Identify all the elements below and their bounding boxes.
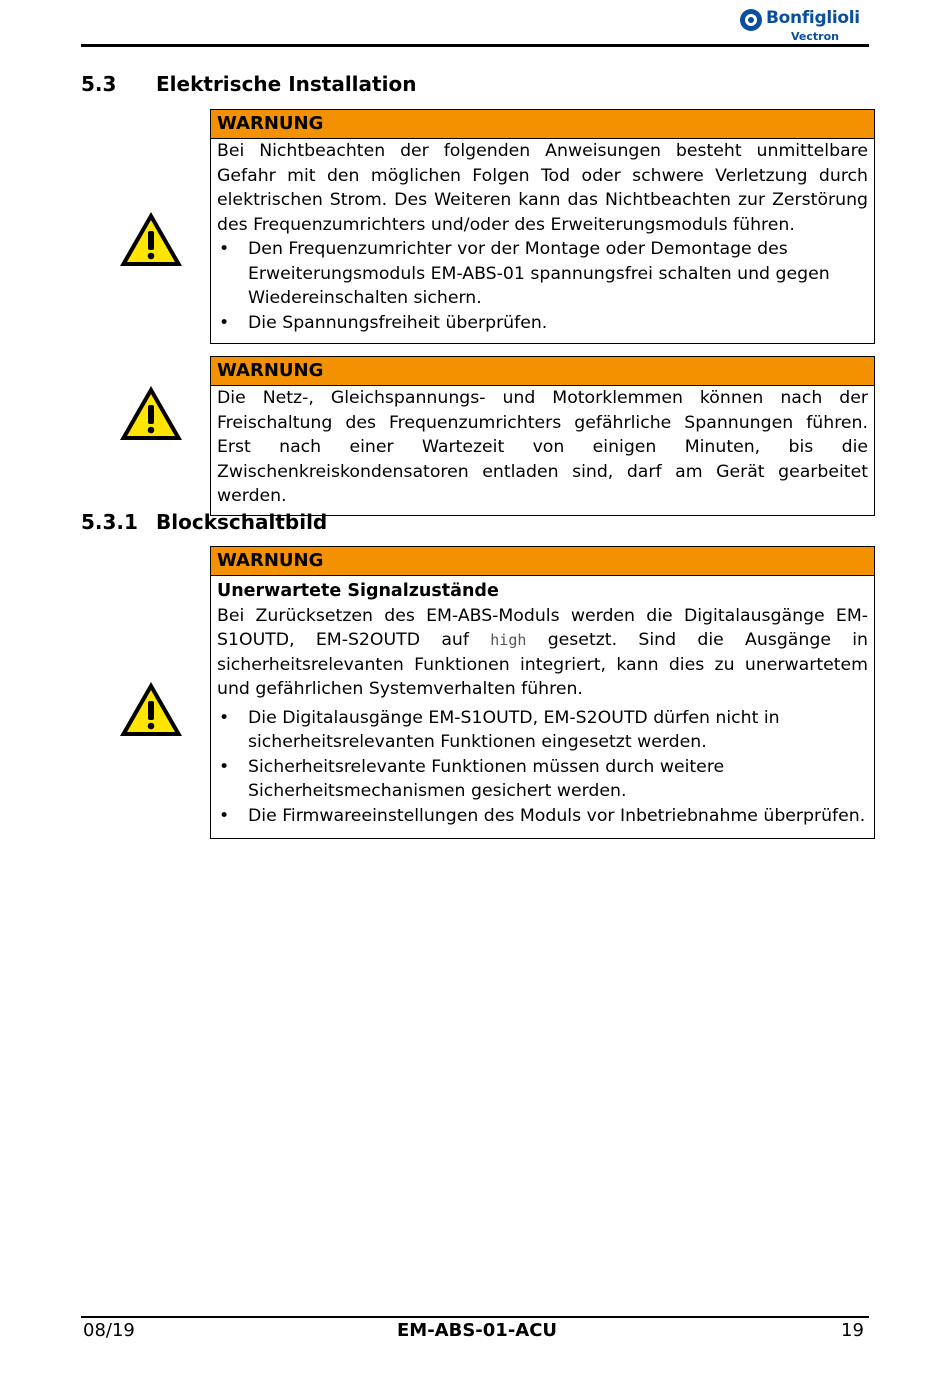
warning-box-1 <box>210 109 875 344</box>
section-title: Blockschaltbild <box>156 510 328 534</box>
footer-page-number: 19 <box>841 1320 864 1341</box>
warning-label: WARNUNG <box>211 357 874 386</box>
section-heading-5-3-1 <box>81 510 327 534</box>
list-item: • Die Digitalausgänge EM-S1OUTD, EM-S2OUTD dürfen nicht in sicherheitsrelevanten Funktionen eingesetzt werden. <box>217 706 868 755</box>
footer-rule <box>81 1316 869 1318</box>
list-item: • Sicherheitsrelevante Funktionen müssen durch weitere Sicherheitsmechanismen gesichert werden. <box>217 755 868 804</box>
section-number: 5.3.1 <box>81 510 138 534</box>
section-heading-5-3 <box>81 72 416 96</box>
footer-date: 08/19 <box>83 1320 135 1341</box>
list-item: • Den Frequenzumrichter vor der Montage oder Demontage des Erweiterungsmoduls EM-ABS-01 spannungsfrei schalten und gegen Wiedereinschalten sichern. <box>217 237 868 311</box>
bonfiglioli-logo <box>740 8 868 44</box>
warning-box-3 <box>210 546 875 839</box>
warning-bullet-list <box>217 237 868 335</box>
logo-mark-icon <box>740 9 762 31</box>
warning-text: Bei Nichtbeachten der folgenden Anweisungen besteht unmittelbare Gefahr mit den möglichen Folgen Tod oder schwere Verletzung durch elektrischen Strom. Des Weiteren kann das Nichtbeachten zur Zerstörung des Frequenzumrichters und/oder des Erweiterungsmoduls führen. <box>217 141 868 235</box>
warning-text-after: gesetzt. Sind die Ausgänge in sicherheitsrelevanten Funktionen integriert, kann dies zu unerwartetem und gefährlichen Systemverhalten führen. <box>217 630 869 699</box>
logo-name: Bonfiglioli <box>766 8 860 28</box>
warning-text-before: Bei Zurücksetzen des EM-ABS-Moduls werden die Digitalausgänge EM-S1OUTD, EM-S2OUTD auf <box>217 605 868 650</box>
warning-triangle-icon <box>118 680 184 738</box>
warning-text <box>217 604 868 702</box>
footer-doc-title: EM-ABS-01-ACU <box>397 1320 558 1341</box>
warning-subtitle: Unerwartete Signalzustände <box>217 581 499 601</box>
list-item: • Die Firmwareeinstellungen des Moduls vor Inbetriebnahme überprüfen. <box>217 804 868 829</box>
code-value: high <box>490 631 527 649</box>
header-rule <box>81 44 869 47</box>
warning-text: Die Netz-, Gleichspannungs- und Motorklemmen können nach der Freischaltung des Frequenzumrichters gefährliche Spannungen führen. Erst nach einer Wartezeit von einigen Minuten, bis die Zwischenkreiskondensatoren entladen sind, darf am Gerät gearbeitet werden. <box>217 388 868 506</box>
warning-box-2 <box>210 356 875 516</box>
warning-triangle-icon <box>118 210 184 268</box>
warning-bullet-list <box>217 706 868 829</box>
logo-sub: Vectron <box>791 30 839 43</box>
warning-label: WARNUNG <box>211 110 874 139</box>
list-item: • Die Spannungsfreiheit überprüfen. <box>217 311 868 336</box>
section-title: Elektrische Installation <box>156 72 417 96</box>
warning-label: WARNUNG <box>211 547 874 576</box>
section-number: 5.3 <box>81 72 117 96</box>
warning-triangle-icon <box>118 384 184 442</box>
